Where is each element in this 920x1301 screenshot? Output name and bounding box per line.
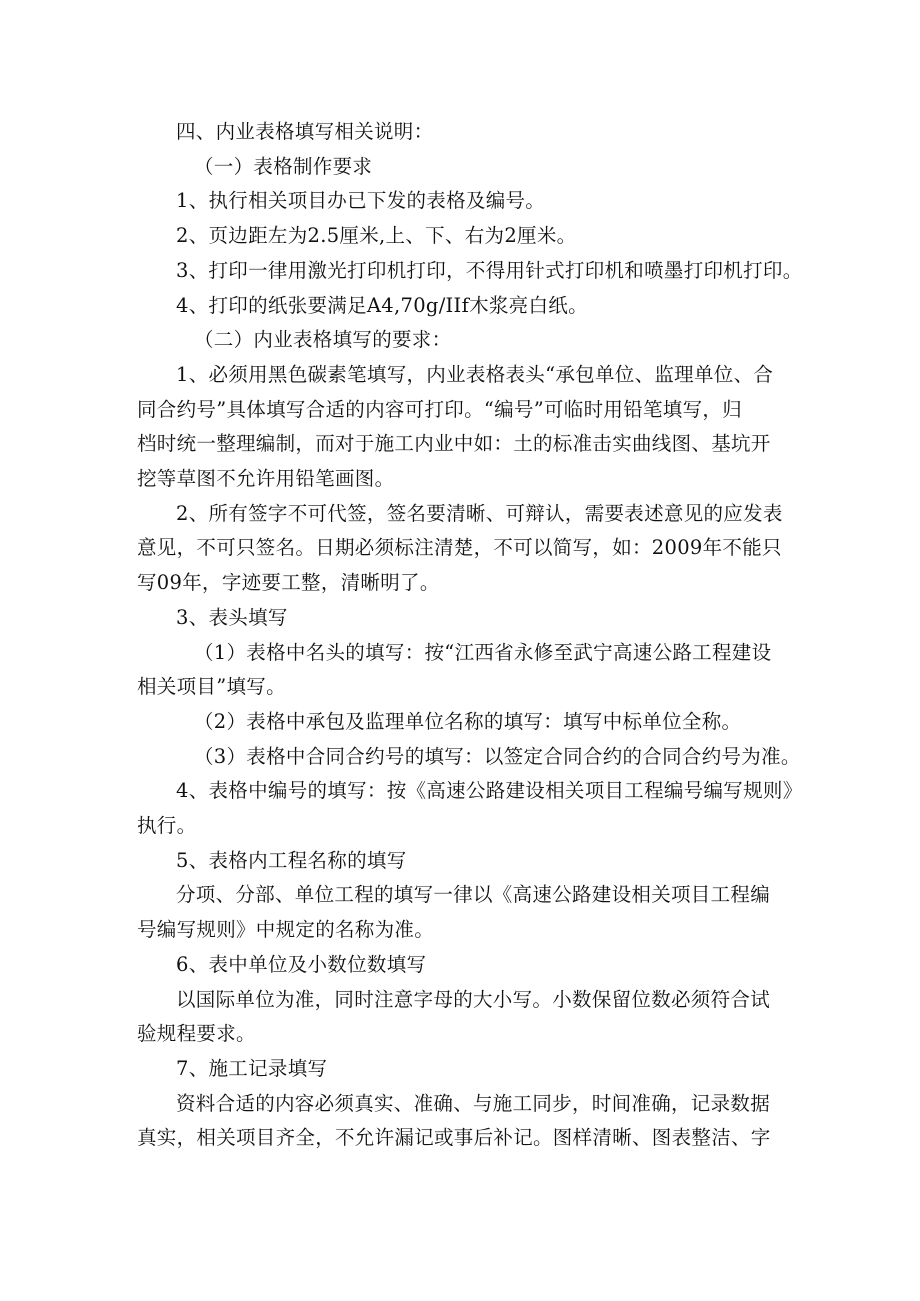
- paragraph-line: 2、所有签字不可代签，签名要清晰、可辩认，需要表述意见的应发表: [176, 501, 783, 525]
- subsection-heading: （二）内业表格填写的要求：: [194, 328, 452, 352]
- paragraph-line: 1、必须用黑色碳素笔填写，内业表格表头“承包单位、监理单位、合: [176, 362, 774, 386]
- paragraph-line: （2）表格中承包及监理单位名称的填写：填写中标单位全称。: [194, 709, 742, 733]
- paragraph-line: 写09年，字迹要工整，清晰明了。: [137, 571, 440, 595]
- paragraph-line: 档时统一整理编制，而对于施工内业中如：土的标准击实曲线图、基坑开: [137, 432, 771, 456]
- paragraph-line: 2、页边距左为2.5厘米,上、下、右为2厘米。: [176, 224, 577, 248]
- subsection-heading: （一）表格制作要求: [194, 154, 373, 178]
- paragraph-line: 1、执行相关项目办已下发的表格及编号。: [176, 189, 546, 213]
- paragraph-line: 6、表中单位及小数位数填写: [176, 952, 427, 976]
- paragraph-line: 资料合适的内容必须真实、准确、与施工同步，时间准确，记录数据: [176, 1091, 771, 1115]
- paragraph-line: 7、施工记录填写: [176, 1056, 328, 1080]
- paragraph-line: 同合约号”具体填写合适的内容可打印。“编号”可临时用铅笔填写，归: [137, 397, 743, 421]
- paragraph-line: 5、表格内工程名称的填写: [176, 848, 407, 872]
- paragraph-line: （1）表格中名头的填写：按“江西省永修至武宁高速公路工程建设: [194, 640, 772, 664]
- paragraph-line: 号编写规则》中规定的名称为准。: [137, 918, 435, 942]
- paragraph-line: 真实，相关项目齐全，不允许漏记或事后补记。图样清晰、图表整洁、字: [137, 1126, 771, 1150]
- paragraph-line: 验规程要求。: [137, 1022, 256, 1046]
- paragraph-line: 4、表格中编号的填写：按《高速公路建设相关项目工程编号编写规则》: [176, 779, 803, 803]
- paragraph-line: （3）表格中合同合约号的填写：以签定合同合约的合同合约号为准。: [194, 744, 801, 768]
- paragraph-line: 3、打印一律用激光打印机打印，不得用针式打印机和喷墨打印机打印。: [176, 258, 803, 282]
- paragraph-line: 挖等草图不允许用铅笔画图。: [137, 467, 395, 491]
- paragraph-line: 4、打印的纸张要满足A4,70g/IIf木浆亮白纸。: [176, 293, 588, 317]
- paragraph-line: 3、表头填写: [176, 605, 288, 629]
- paragraph-line: 意见，不可只签名。日期必须标注清楚，不可以简写，如：2009年不能只: [137, 536, 782, 560]
- paragraph-line: 执行。: [137, 814, 197, 838]
- paragraph-line: 以国际单位为准，同时注意字母的大小写。小数保留位数必须符合试: [176, 987, 771, 1011]
- document-page: [137, 115, 803, 1156]
- paragraph-line: 分项、分部、单位工程的填写一律以《高速公路建设相关项目工程编: [176, 883, 771, 907]
- section-heading: 四、内业表格填写相关说明：: [176, 120, 434, 143]
- paragraph-line: 相关项目”填写。: [137, 675, 286, 699]
